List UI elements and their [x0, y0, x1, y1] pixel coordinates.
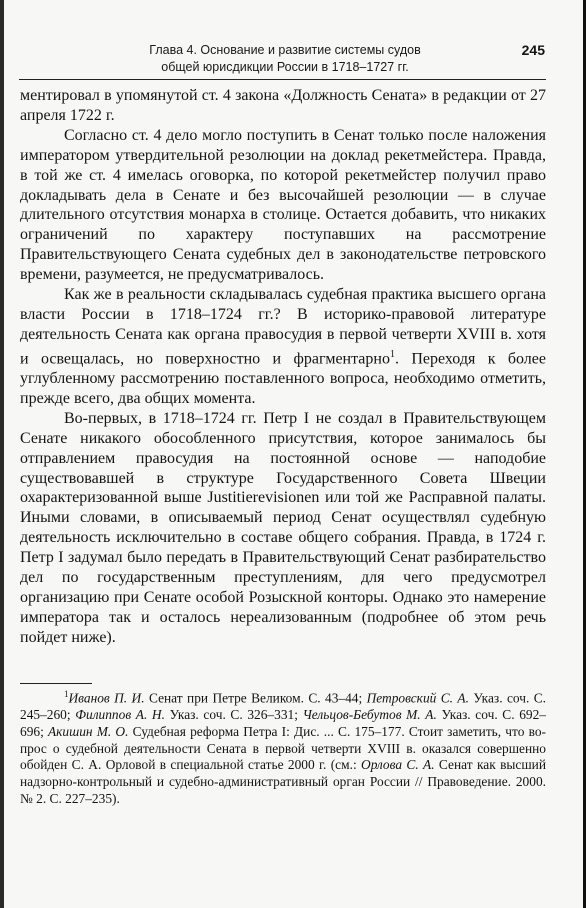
footnote-author-5: Акишин М. О. [47, 723, 129, 739]
footnote-author-3: Филиппов А. Н. [75, 707, 165, 723]
footnote [20, 686, 546, 807]
footnote-author-2: Петровский С. А. [366, 690, 469, 706]
footnote-author-1: Иванов П. И. [68, 690, 145, 706]
footnote-reference[interactable]: 1 [389, 348, 395, 360]
paragraph-4: Во-первых, в 1718–1724 гг. Петр I не создал в Правительствующем Сенате никакого обособленного присутствия, которое занималось бы отправлением правосудия на постоянной основе — наподобие существовавшей в структуре Государственного Совета Швеции охарактеризованной выше Justitierevisionen или той же Расправной палаты. Иными словами, в описываемый период Сенат осуществлял судебную деятельность исключительно в составе общего собрания. Правда, в 1724 г. Петр I задумал было передать в Правительствующий Сенат разбирательство дел по государственным преступлениям, для чего предусмотрел организацию при Сенате особой Розыскной конторы. Однако это намерение императора так и осталось нереализованным (подробнее об этом речь пойдет ниже). [20, 409, 546, 646]
footnote-text-6: Сенат как высший надзорно-контрольный и судебно-административный орган России // Правоведение. 2000. № 2. С. 227–235). [20, 757, 546, 806]
chapter-title-line-2: общей юрисдикции России в 1718–1727 гг. [161, 60, 409, 74]
scan-left-edge [0, 0, 4, 908]
running-header [105, 40, 545, 84]
footnote-text-4: Указ. соч. С. 692–696; [20, 707, 547, 739]
footnote-text-3: Указ. соч. С. 326–331; [164, 707, 303, 723]
header-rule [19, 79, 546, 80]
footnote-text-1: Сенат при Петре Великом. С. 43–44; [144, 690, 367, 706]
footnote-text-5: Судебная реформа Петра I: Дис. ... С. 175–177. Стоит заметить, что вопрос о судебной деятельности Сената в первой четверти XVIII в. оказался совершенно обойден С. А. Орловой в специальной статье 2000 г. (см.: [20, 723, 546, 773]
paragraph-3 [20, 285, 546, 409]
footnote-author-4: Чельцов-Бебутов М. А. [302, 707, 437, 723]
footnote-marker: 1 [64, 689, 69, 699]
footnote-author-6: Орлова С. А. [361, 757, 435, 773]
paragraph-3-text: Как же в реальности складывалась судебная практика высшего органа власти России в 1718–1724 гг.? В историко-правовой литературе деятельность Сената как органа правосудия в первой четверти XVIII в. хотя и освещалась, но поверхностно и фрагментарно [20, 286, 546, 368]
main-text [20, 86, 546, 648]
chapter-title-line-1: Глава 4. Основание и развитие системы судов [149, 43, 421, 57]
chapter-title [105, 42, 465, 76]
footnote-rule [20, 683, 92, 684]
paragraph-3-tail: . Переходя к более углубленному рассмотрению поставленного вопроса, необходимо отметить, прежде всего, два общих момента. [20, 350, 546, 407]
paragraph-2: Согласно ст. 4 дело могло поступить в Сенат только после наложения императором утвердительной резолюции на доклад рекетмейстера. Правда, в той же ст. 4 имелась оговорка, по которой рекетмейстер получил право докладывать дела в Сенате и без высочайшей резолюции — в случае длительного отсутствия монарха в столице. Остается добавить, что никаких ограничений по характеру поступавших на рассмотрение Правительствующего Сената судебных дел в законодательстве петровского времени, разумеется, не предусматривалось. [20, 126, 546, 284]
page-number: 245 [521, 42, 545, 58]
paragraph-continuation: ментировал в упомянутой ст. 4 закона «Должность Сената» в редакции от 27 апреля 1722 г. [20, 87, 546, 124]
footnote-text-2: Указ. соч. С. 245–260; [20, 690, 546, 723]
